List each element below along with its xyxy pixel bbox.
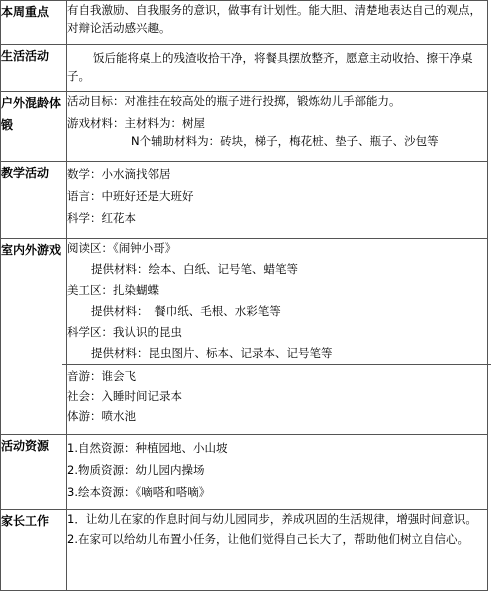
row-content-life: [67, 45, 488, 92]
content-line: 提供材料：绘本、白纸、记号笔、蜡笔等: [91, 262, 298, 276]
content-line: 体游：喷水池: [67, 409, 136, 423]
games-subsection: [62, 364, 491, 425]
row-label-parents: 家长工作: [1, 510, 67, 591]
content-line: 提供材料：昆虫图片、标本、记录本、记号笔等: [91, 346, 333, 360]
content-line: 1．让幼儿在家的作息时间与幼儿园同步，养成巩固的生活规律，增强时间意识。: [67, 512, 477, 526]
row-content-resources: [67, 435, 488, 510]
content-line: 3.绘本资源：《嘀嗒和嗒嘀》: [67, 485, 211, 499]
row-label-focus: 本周重点: [1, 1, 67, 45]
content-line: 科学区：我认识的昆虫: [67, 325, 182, 339]
row-label-life: 生活活动: [1, 45, 67, 92]
table-row: [1, 92, 488, 162]
row-content-teaching: [67, 162, 488, 239]
row-content-outdoor: [67, 92, 488, 162]
content-line: 2.物质资源：幼儿园内操场: [67, 463, 205, 477]
content-line: 语言：中班好还是大班好: [67, 189, 194, 203]
row-content-focus: [67, 1, 488, 45]
content-line: 社会：入睡时间记录本: [67, 389, 182, 403]
content-line: 数学：小水滴找邻居: [67, 167, 171, 181]
row-content-parents: [67, 510, 488, 591]
content-line: 阅读区：《闹钟小哥》: [67, 241, 177, 255]
table-row: [1, 1, 488, 45]
content-line: 提供材料： 餐巾纸、毛根、水彩笔等: [91, 304, 281, 318]
row-label-outdoor: 户外混龄体锻: [1, 92, 67, 162]
content-line: 游戏材料：主材料为：树屋: [67, 116, 205, 130]
table-row: [1, 510, 488, 591]
table-row: [1, 239, 488, 435]
content-line: 美工区：扎染蝴蝶: [67, 283, 159, 297]
content-line: 1.自然资源：种植园地、小山坡: [67, 441, 228, 455]
content-line: 音游：谁会飞: [67, 369, 136, 383]
row-content-games: [67, 239, 488, 435]
content-line: 有自我激励、自我服务的意识，做事有计划性。能大胆、清楚地表达自己的观点，对辩论活动感兴趣。: [67, 3, 481, 35]
content-line: N个辅助材料为：砖块，梯子，梅花桩、垫子、瓶子、沙包等: [131, 134, 439, 148]
table-row: [1, 162, 488, 239]
table-row: [1, 435, 488, 510]
row-label-games: 室内外游戏: [1, 239, 67, 435]
content-line: 科学：红花本: [67, 211, 136, 225]
content-line: 饭后能将桌上的残渣收拾干净，将餐具摆放整齐，愿意主动收拾、擦干净桌子。: [67, 51, 473, 83]
table-row: [1, 45, 488, 92]
content-line: 活动目标：对准挂在较高处的瓶子进行投掷，锻炼幼儿手部能力。: [67, 94, 401, 108]
row-label-resources: 活动资源: [1, 435, 67, 510]
row-label-teaching: 教学活动: [1, 162, 67, 239]
content-line: 2.在家可以给幼儿布置小任务，让他们觉得自己长大了，帮助他们树立自信心。: [67, 532, 469, 546]
